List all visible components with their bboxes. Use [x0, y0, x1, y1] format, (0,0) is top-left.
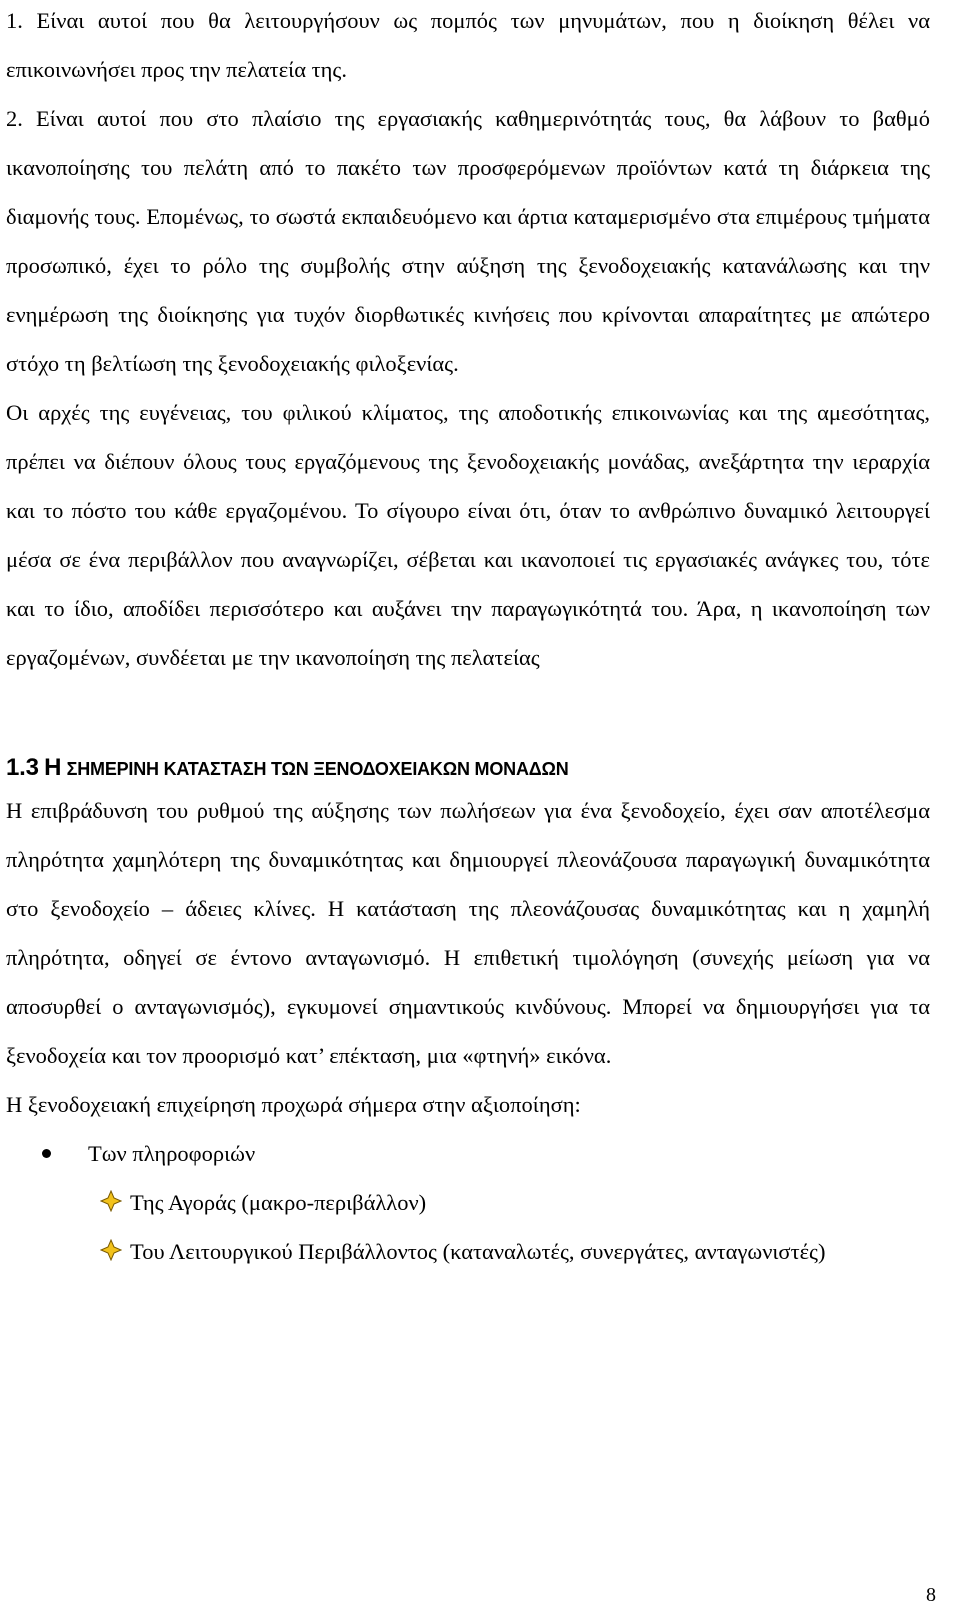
section-number: 1.3 — [6, 754, 39, 781]
paragraph-item-1: 1. Είναι αυτοί που θα λειτουργήσουν ως πομπός των μηνυμάτων, που η διοίκηση θέλει να επικοινωνήσει προς την πελατεία της. — [6, 8, 930, 82]
bullet-list — [6, 1129, 930, 1178]
paragraph-sales-slowdown: Η επιβράδυνση του ρυθμού της αύξησης των πωλήσεων για ένα ξενοδοχείο, έχει σαν αποτέλεσμα πληρότητα χαμηλότερη της δυναμικότητας και δημιουργεί πλεονάζουσα παραγωγική δυναμικότητα στο ξενοδοχείο – άδειες κλίνες. Η κατάσταση της πλεονάζουσας δυναμικότητας και η χαμηλή πληρότητα, οδηγεί σε έντονο ανταγωνισμό. Η επιθετική τιμολόγηση (συνεχής μείωση για να αποσυρθεί ο ανταγωνισμός), εγκυμονεί σημαντικούς κινδύνους. Μπορεί να δημιουργήσει για τα ξενοδοχεία και τον προορισμό κατ’ επέκταση, μια «φτηνή» εικόνα. — [6, 798, 930, 1068]
diamond-bullet-icon — [100, 1190, 122, 1212]
sub-bullet-list — [6, 1178, 930, 1276]
paragraph-utilization-intro: Η ξενοδοχειακή επιχείρηση προχωρά σήμερα στην αξιοποίηση: — [6, 1092, 581, 1117]
sub-list-item — [6, 1227, 930, 1276]
sub-list-item-label: Του Λειτουργικού Περιβάλλοντος (καταναλωτές, συνεργάτες, ανταγωνιστές) — [130, 1239, 826, 1264]
list-item — [6, 1129, 930, 1178]
paragraph-item-2: 2. Είναι αυτοί που στο πλαίσιο της εργασιακής καθημερινότητάς τους, θα λάβουν το βαθμό ικανοποίησης του πελάτη από το πακέτο των προσφερόμενων προϊόντων κατά τη διάρκεια της διαμονής τους. Επομένως, το σωστά εκπαιδευόμενο και άρτια καταμερισμένο στα επιμέρους τμήματα προσωπικό, έχει το ρόλο της συμβολής στην αύξηση της ξενοδοχειακής κατανάλωσης και την ενημέρωση της διοίκησης για τυχόν διορθωτικές κινήσεις που κρίνονται απαραίτητες με απώτερο στόχο τη βελτίωση της ξενοδοχειακής φιλοξενίας. — [6, 106, 930, 376]
bullet-dot-icon — [42, 1149, 51, 1158]
list-item-label: Των πληροφοριών — [88, 1141, 256, 1166]
section-first-letter: Η — [44, 754, 62, 781]
section-heading — [6, 754, 930, 786]
section-title: ΣΗΜΕΡΙΝΗ ΚΑΤΑΣΤΑΣΗ ΤΩΝ ΞΕΝΟΔΟΧΕΙΑΚΩΝ ΜΟΝΑΔΩΝ — [66, 759, 569, 779]
page-number: 8 — [926, 1584, 936, 1606]
sub-list-item-label: Της Αγοράς (μακρο-περιβάλλον) — [130, 1190, 427, 1215]
diamond-bullet-icon — [100, 1239, 122, 1261]
sub-list-item — [6, 1178, 930, 1227]
document-page — [6, 0, 930, 1276]
paragraph-employees: Οι αρχές της ευγένειας, του φιλικού κλίματος, της αποδοτικής επικοινωνίας και της αμεσότητας, πρέπει να διέπουν όλους τους εργαζόμενους της ξενοδοχειακής μονάδας, ανεξάρτητα την ιεραρχία και το πόστο του κάθε εργαζομένου. Το σίγουρο είναι ότι, όταν το ανθρώπινο δυναμικό λειτουργεί μέσα σε ένα περιβάλλον που αναγνωρίζει, σέβεται και ικανοποιεί τις εργασιακές ανάγκες του, τότε και το ίδιο, αποδίδει περισσότερο και αυξάνει την παραγωγικότητά του. Άρα, η ικανοποίηση των εργαζομένων, συνδέεται με την ικανοποίηση της πελατείας — [6, 400, 930, 670]
